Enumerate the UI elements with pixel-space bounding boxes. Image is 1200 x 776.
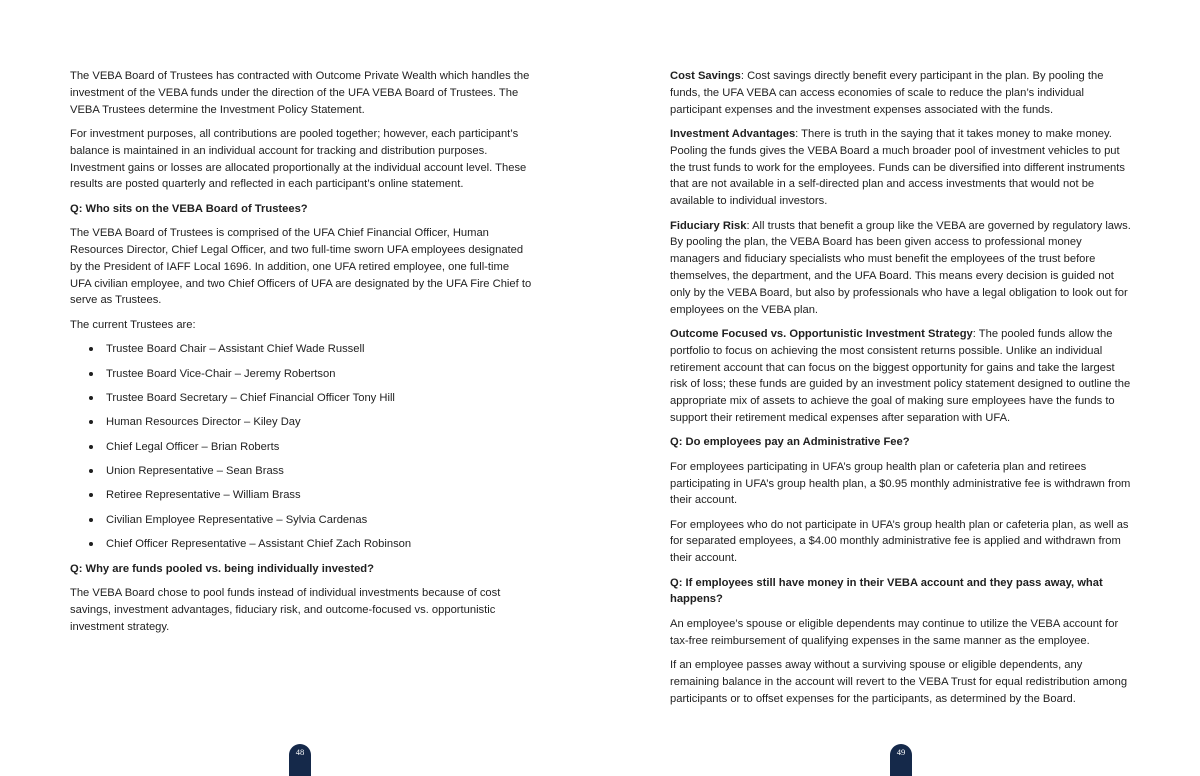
page-number-tab — [890, 744, 912, 776]
list-item: Chief Legal Officer – Brian Roberts — [70, 439, 532, 456]
term-outcome-focused: Outcome Focused vs. Opportunistic Investment Strategy — [670, 327, 973, 340]
list-item: Trustee Board Chair – Assistant Chief Wade Russell — [70, 341, 532, 358]
right-column — [670, 68, 1132, 715]
paragraph-spouse-dependents: An employee’s spouse or eligible dependents may continue to utilize the VEBA account for tax-free reimbursement of qualifying expenses in the same manner as the employee. — [670, 617, 1119, 647]
left-column — [70, 68, 532, 643]
page-number-tab — [289, 744, 311, 776]
paragraph-board-composition: The VEBA Board of Trustees is comprised of the UFA Chief Financial Officer, Human Resources Director, Chief Legal Officer, and two full-time sworn UFA employees designated by the President of IAFF Local 1696. In addition, one UFA retired employee, one full-time UFA civilian employee, and two Chief Officers of UFA are designated by the UFA Fire Chief to serve as Trustees. — [70, 227, 532, 307]
list-item: Human Resources Director – Kiley Day — [70, 414, 532, 431]
trustee-list — [70, 341, 532, 553]
page-49 — [600, 0, 1200, 776]
paragraph-fee-non-participants: For employees who do not participate in UFA’s group health plan or cafeteria plan, as well as for separated employees, a $4.00 monthly administrative fee is applied and withdrawn from their account. — [670, 518, 1129, 565]
paragraph-no-survivor: If an employee passes away without a surviving spouse or eligible dependents, any remaining balance in the account will revert to the VEBA Trust for equal redistribution among participants or to offset expenses for the participants, as determined by the Board. — [670, 659, 1128, 705]
paragraph-pool-reasons: The VEBA Board chose to pool funds instead of individual investments because of cost savings, investment advantages, fiduciary risk, and outcome-focused vs. opportunistic investment strategy. — [70, 587, 501, 633]
list-item: Trustee Board Secretary – Chief Financial Officer Tony Hill — [70, 390, 532, 407]
term-fiduciary-risk: Fiduciary Risk — [670, 219, 747, 232]
text-outcome-focused: : The pooled funds allow the portfolio to focus on achieving the most consistent returns possible. Unlike an individual retirement account that can focus on the biggest opportunity for gains and take the largest risk of loss; these funds are guided by an investment policy statement designed to outline the appropriate mix of assets to achieve the goal of making sure employees have the funds to support their retirement medical expenses after separation with UFA. — [670, 327, 1131, 424]
text-fiduciary-risk: : All trusts that benefit a group like the VEBA are governed by regulatory laws. By pooling the plan, the VEBA Board has been given access to professional money managers and fiduciary specialists who must benefit the employees of the trust before themselves, the department, and the UFA Board. This means every decision is guided not only by the VEBA Board, but also by professionals who have a legal obligation to look out for employees on the VEBA plan. — [670, 219, 1131, 316]
text-investment-advantages: : There is truth in the saying that it takes money to make money. Pooling the funds gives the VEBA Board a much broader pool of investment vehicles to put the trust funds to work for the employees. Funds can be diversified into different instruments that are not available in a self-directed plan and access investments that would not be available to individual investors. — [670, 127, 1125, 208]
paragraph-investment-contract: The VEBA Board of Trustees has contracted with Outcome Private Wealth which handles the investment of the VEBA funds under the direction of the UFA VEBA Board of Trustees. The VEBA Trustees determine the Investment Policy Statement. — [70, 70, 530, 116]
paragraph-investment-advantages — [670, 126, 1132, 210]
question-admin-fee: Q: Do employees pay an Administrative Fee? — [670, 436, 910, 449]
paragraph-outcome-focused — [670, 326, 1132, 427]
list-item: Retiree Representative – William Brass — [70, 487, 532, 504]
term-investment-advantages: Investment Advantages — [670, 127, 796, 140]
list-item: Trustee Board Vice-Chair – Jeremy Robertson — [70, 366, 532, 383]
list-item: Civilian Employee Representative – Sylvia Cardenas — [70, 512, 532, 529]
term-cost-savings: Cost Savings — [670, 70, 741, 82]
paragraph-pooled-contributions: For investment purposes, all contributions are pooled together; however, each participant’s balance is maintained in an individual account for tracking and distribution purposes. Investment gains or losses are allocated proportionally at the individual account level. These results are posted quarterly and reflected in each participant’s online statement. — [70, 127, 527, 191]
list-item: Union Representative – Sean Brass — [70, 463, 532, 480]
question-who-sits: Q: Who sits on the VEBA Board of Trustees? — [70, 202, 308, 215]
paragraph-fee-participants: For employees participating in UFA’s group health plan or cafeteria plan and retirees participating in UFA’s group health plan, a $0.95 monthly administrative fee is withdrawn from their account. — [670, 460, 1131, 507]
text-cost-savings: : Cost savings directly benefit every participant in the plan. By pooling the funds, the UFA VEBA can access economies of scale to reduce the plan’s individual participant expenses and the investment expenses associated with the funds. — [670, 70, 1104, 116]
question-why-pooled: Q: Why are funds pooled vs. being individually invested? — [70, 562, 374, 575]
list-item: Chief Officer Representative – Assistant Chief Zach Robinson — [70, 536, 532, 553]
paragraph-cost-savings — [670, 68, 1132, 118]
question-pass-away: Q: If employees still have money in their VEBA account and they pass away, what happens? — [670, 576, 1103, 606]
paragraph-fiduciary-risk — [670, 218, 1132, 319]
paragraph-current-trustees: The current Trustees are: — [70, 318, 196, 331]
page-number: 48 — [295, 747, 305, 757]
page-number: 49 — [896, 747, 906, 757]
